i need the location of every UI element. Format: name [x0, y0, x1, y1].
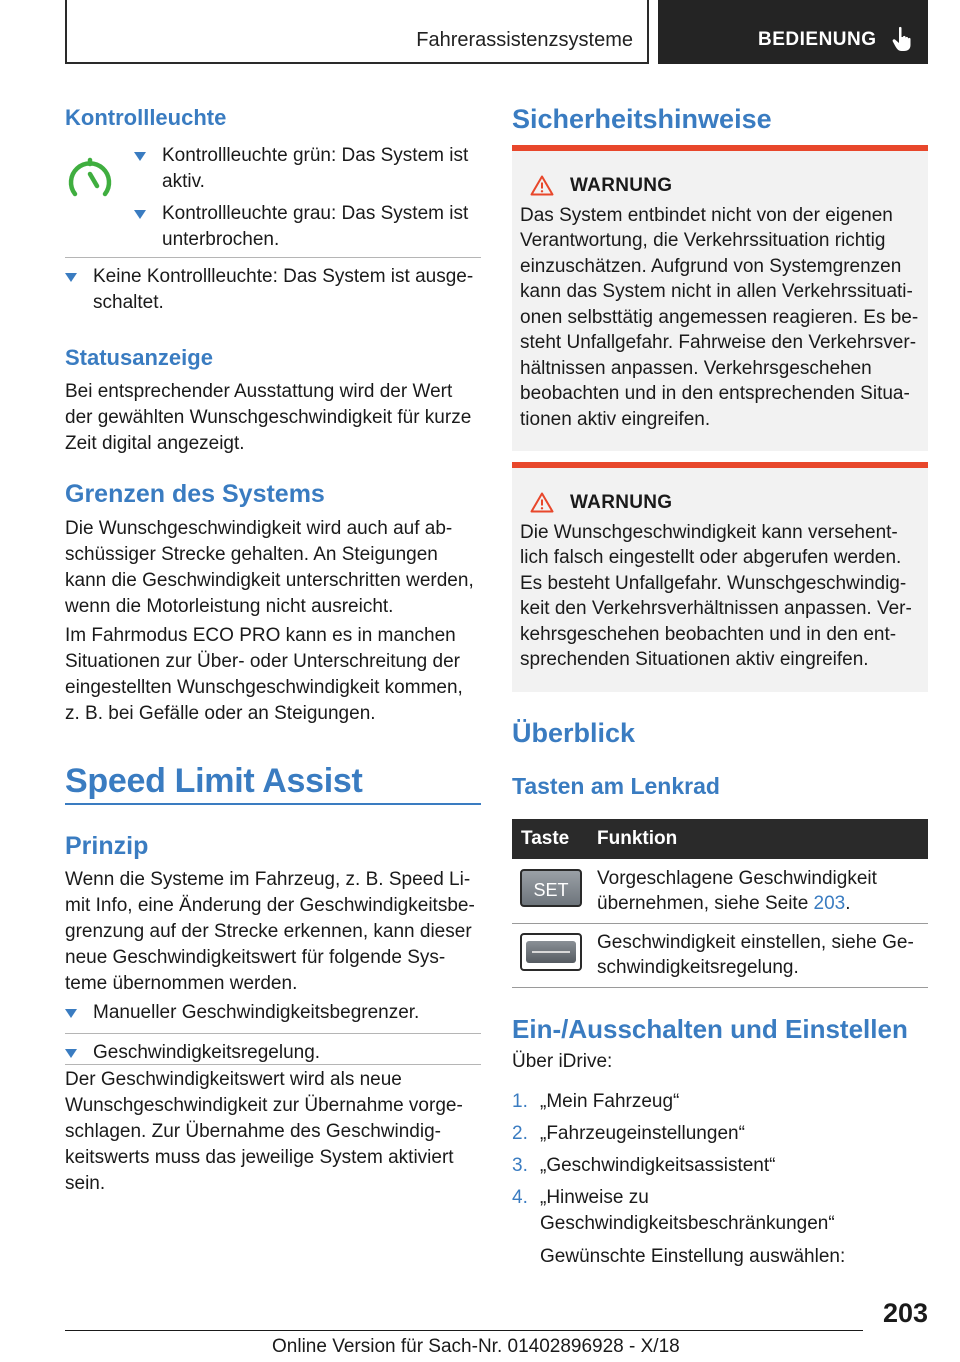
prinzip-list [65, 1000, 481, 1066]
prinzip-text: Wenn die Systeme im Fahrzeug, z. B. Speed Li-mit Info, eine Änderung der Geschwindigkeitsbe-grenzung auf der Strecke erkennen, kann dieser neue Geschwindigkeitswert für folgende Sys-teme übernommen werden. [65, 869, 475, 994]
set-button-icon: SET [520, 869, 582, 907]
prinzip-heading: Prinzip [65, 832, 149, 860]
ein-ausschalten-heading: Ein-/Ausschalten und Einstellen [512, 1014, 908, 1044]
warning-triangle-icon [530, 175, 554, 196]
header-section-tab [65, 0, 649, 64]
speedometer-indicator-icon [66, 150, 114, 204]
triangle-bullet-icon [65, 1049, 77, 1058]
table-row [512, 924, 928, 988]
speed-limit-assist-heading: Speed Limit Assist [65, 762, 363, 800]
triangle-bullet-icon [134, 152, 146, 161]
tasten-heading: Tasten am Lenkrad [512, 773, 720, 799]
table-header [512, 819, 928, 859]
list-item: Kontrollleuchte grau: Das System ist unterbrochen. [134, 201, 480, 253]
table-header-cell: Taste [521, 828, 570, 849]
grenzen-paragraph-1: Die Wunschgeschwindigkeit wird auch auf ab-schüssiger Strecke gehalten. An Steigungen kann die Geschwindigkeit unterschritten werden, wenn die Motorleistung nicht ausreicht. [65, 518, 474, 617]
warning-box-1 [512, 145, 928, 451]
list-item: Keine Kontrollleuchte: Das System ist ausge-schaltet. [65, 264, 481, 316]
header-chapter-tab [658, 0, 928, 64]
grenzen-paragraph-2: Im Fahrmodus ECO PRO kann es in manchen Situationen zur Über- oder Unterschreitung der eingestellten Wunschgeschwindigkeit kommen, z. B. bei Gefälle oder an Steigungen. [65, 625, 463, 724]
header-chapter-title: BEDIENUNG [758, 29, 877, 50]
warning-triangle-icon [530, 492, 554, 513]
warning-text-2: Die Wunschgeschwindigkeit kann versehent-lich falsch eingestellt oder abgerufen werden. Es besteht Unfallgefahr. Wunschgeschwindig-keit den Verkehrsverhältnissen anpassen. Ver-kehrsgeschehen beobachten und in den ent-sprechenden Situationen aktiv eingreifen. [520, 521, 912, 670]
list-item: Manueller Geschwindigkeitsbegrenzer. [65, 1000, 481, 1026]
hand-pointer-icon [892, 26, 914, 52]
page-number: 203 [882, 1298, 928, 1328]
warning-label: WARNUNG [570, 175, 673, 196]
list-item: Geschwindigkeitsregelung. [65, 1033, 481, 1066]
list-item: 3. „Geschwindigkeitsassistent“ [512, 1155, 776, 1176]
list-item: 2. „Fahrzeugeinstellungen“ [512, 1123, 745, 1144]
statusanzeige-text: Bei entsprechender Ausstattung wird der Wert der gewählten Wunschgeschwindigkeit für kurze Zeit digital angezeigt. [65, 381, 472, 454]
kontroll-sublist [134, 143, 480, 253]
statusanzeige-heading: Statusanzeige [65, 345, 213, 370]
sicherheitshinweise-heading: Sicherheitshinweise [512, 104, 772, 134]
kontrollleuchte-heading: Kontrollleuchte [65, 105, 227, 130]
steps-list [512, 1089, 928, 1237]
footer-online-version: Online Version für Sach-Nr. 01402896928 - X/18 [272, 1336, 680, 1357]
list-item: 4. „Hinweise zu Geschwindigkeitsbeschränkungen“ [512, 1187, 835, 1234]
ueberblick-heading: Überblick [512, 718, 636, 748]
prinzip-after-text: Der Geschwindigkeitswert wird als neue Wunschgeschwindigkeit zur Übernahme vorge-schlagen. Zur Übernahme des Geschwindig-keitswerts muss das jeweilige System aktiviert sein. [65, 1064, 481, 1197]
table-row [512, 859, 928, 924]
page-link[interactable]: 203 [813, 893, 846, 914]
triangle-bullet-icon [134, 210, 146, 219]
warning-box-2 [512, 462, 928, 692]
list-item: 1. „Mein Fahrzeug“ [512, 1091, 680, 1112]
header-section-title: Fahrerassistenzsysteme [416, 29, 633, 51]
grenzen-heading: Grenzen des Systems [65, 480, 325, 508]
triangle-bullet-icon [65, 273, 77, 282]
table-cell: Geschwindigkeit einstellen, siehe Ge-schwindigkeitsregelung. [597, 932, 914, 978]
list-item: Kontrollleuchte grün: Das System ist aktiv. [134, 143, 480, 195]
rocker-switch-icon [520, 933, 582, 971]
idrive-intro: Über iDrive: [512, 1051, 613, 1072]
triangle-bullet-icon [65, 1009, 77, 1018]
section-divider [65, 803, 481, 805]
step-after-text: Gewünschte Einstellung auswählen: [540, 1246, 846, 1267]
table-header-cell: Funktion [597, 828, 678, 849]
footer-divider [65, 1330, 863, 1331]
warning-label: WARNUNG [570, 492, 673, 513]
kontroll-off-item [65, 257, 481, 316]
warning-text-1: Das System entbindet nicht von der eigenen Verantwortung, die Verkehrssituation richtig einzuschätzen. Aufgrund von Systemgrenzen kann das System nicht in allen Verkehrssituati-onen selbsttätig angemessen reagieren. Es be-steht Unfallgefahr. Fahrweise den Verkehrsver-hältnissen anpassen. Verkehrsgeschehen beobachten und in den entsprechenden Situa-tionen aktiv eingreifen. [520, 204, 919, 430]
table-cell: Vorgeschlagene Geschwindigkeit übernehmen, siehe Seite 203. [597, 868, 877, 914]
